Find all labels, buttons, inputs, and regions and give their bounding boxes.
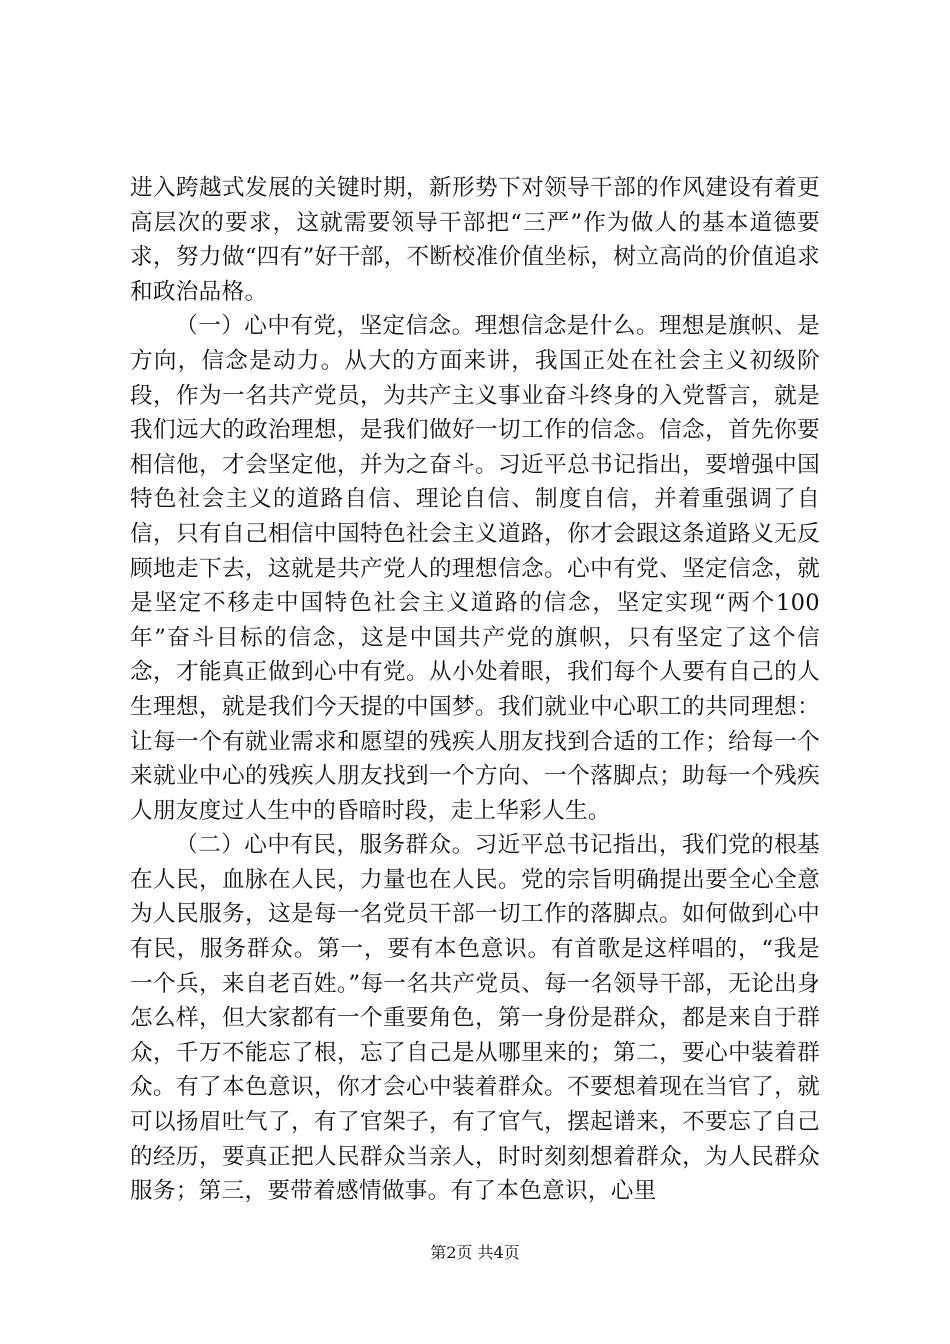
paragraph-section-1: （一）心中有党，坚定信念。理想信念是什么。理想是旗帜、是方向，信念是动力。从大的方面来讲，我国正处在社会主义初级阶段，作为一名共产党员，为共产主义事业奋斗终身的入党誓言，就是我们远大的政治理想，是我们做好一切工作的信念。信念，首先你要相信他，才会坚定他，并为之奋斗。习近平总书记指出，要增强中国特色社会主义的道路自信、理论自信、制度自信，并着重强调了自信，只有自己相信中国特色社会主义道路，你才会跟这条道路义无反顾地走下去，这就是共产党人的理想信念。心中有党、坚定信念，就是坚定不移走中国特色社会主义道路的信念，坚定实现“两个100年”奋斗目标的信念，这是中国共产党的旗帜，只有坚定了这个信念，才能真正做到心中有党。从小处着眼，我们每个人要有自己的人生理想，就是我们今天提的中国梦。我们就业中心职工的共同理想：让每一个有就业需求和愿望的残疾人朋友找到合适的工作；给每一个来就业中心的残疾人朋友找到一个方向、一个落脚点；助每一个残疾人朋友度过人生中的昏暗时段，走上华彩人生。 bbox=[130, 313, 820, 824]
paragraph-section-2: （二）心中有民，服务群众。习近平总书记指出，我们党的根基在人民，血脉在人民，力量也在人民。党的宗旨明确提出要全心全意为人民服务，这是每一名党员干部一切工作的落脚点。如何做到心中有民，服务群众。第一，要有本色意识。有首歌是这样唱的，“我是一个兵，来自老百姓。”每一名共产党员、每一名领导干部，无论出身怎么样，但大家都有一个重要角色，第一身份是群众，都是来自于群众，千万不能忘了根，忘了自己是从哪里来的；第二，要心中装着群众。有了本色意识，你才会心中装着群众。不要想着现在当官了，就可以扬眉吐气了，有了官架子，有了官气，摆起谱来，不要忘了自己的经历，要真正把人民群众当亲人，时时刻刻想着群众，为人民群众服务；第三，要带着感情做事。有了本色意识，心里 bbox=[130, 832, 820, 1205]
paragraph-continued: 进入跨越式发展的关键时期，新形势下对领导干部的作风建设有着更高层次的要求，这就需要领导干部把“三严”作为做人的基本道德要求，努力做“四有”好干部，不断校准价值坐标，树立高尚的价值追求和政治品格。 bbox=[130, 175, 820, 305]
page-footer: 第2页 共4页 bbox=[430, 1243, 520, 1262]
document-body bbox=[130, 171, 820, 1209]
